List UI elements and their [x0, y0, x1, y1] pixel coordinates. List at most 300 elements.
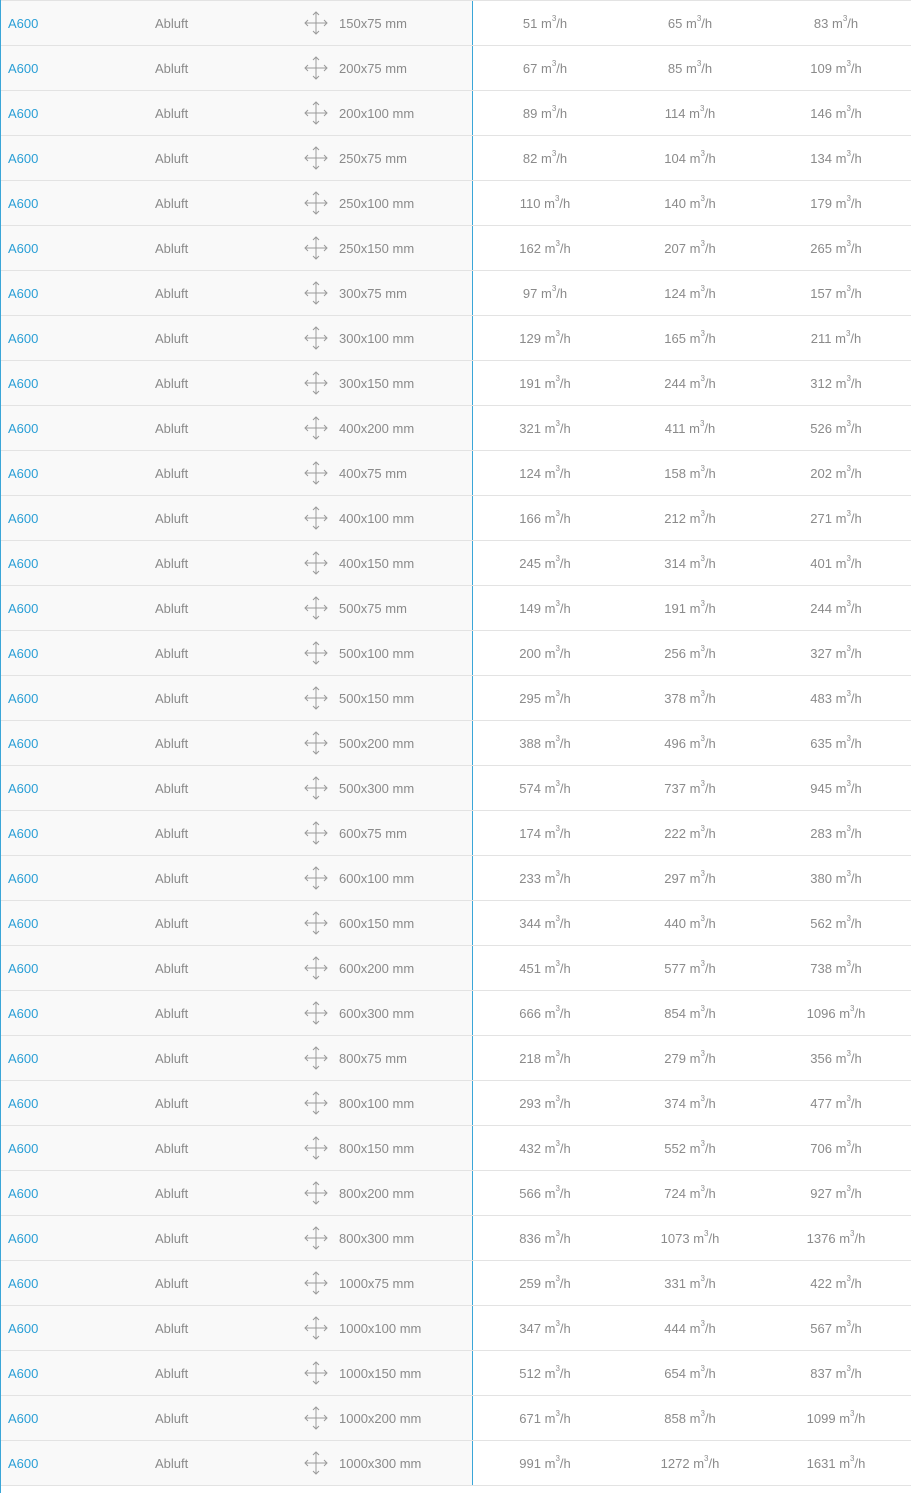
row-flow-section — [473, 316, 911, 360]
arrows-move-icon — [303, 1360, 329, 1386]
arrows-move-icon — [303, 910, 329, 936]
flow-value-3: 271 $m^3/h$ — [810, 509, 862, 526]
unit-label: $m^3/h$ — [689, 644, 716, 661]
dimension-label: 250x75 mm — [339, 150, 407, 166]
model-link[interactable]: A600 — [8, 915, 39, 931]
model-link[interactable]: A600 — [8, 150, 39, 166]
flow-value-1: 166 $m^3/h$ — [519, 509, 571, 526]
row-spec-section — [1, 271, 473, 315]
table-row — [1, 540, 911, 585]
row-flow-section — [473, 1171, 911, 1215]
flow-value-3: 927 $m^3/h$ — [810, 1184, 862, 1201]
dimension-cell — [303, 91, 414, 135]
table-row — [1, 180, 911, 225]
flow-value-2: 440 $m^3/h$ — [664, 914, 716, 931]
dimension-cell — [303, 856, 414, 900]
model-link[interactable]: A600 — [8, 600, 39, 616]
dimension-cell — [303, 181, 414, 225]
row-spec-section — [1, 496, 473, 540]
dimension-label: 500x300 mm — [339, 780, 415, 796]
flow-value-1: 200 $m^3/h$ — [519, 644, 571, 661]
dimension-cell — [303, 1351, 421, 1395]
row-flow-section — [473, 1126, 911, 1170]
flow-value-2: 724 $m^3/h$ — [664, 1184, 716, 1201]
airflow-type: Abluft — [155, 15, 189, 31]
model-link[interactable]: A600 — [8, 240, 39, 256]
dimension-cell — [303, 1306, 421, 1350]
table-row — [1, 1440, 911, 1486]
flow-value-2: 158 $m^3/h$ — [664, 464, 716, 481]
model-link[interactable]: A600 — [8, 960, 39, 976]
unit-label: $m^3/h$ — [540, 59, 568, 76]
dimension-label: 1000x150 mm — [339, 1365, 422, 1381]
row-spec-section — [1, 811, 473, 855]
model-link[interactable]: A600 — [8, 1185, 39, 1201]
unit-label: $m^3/h$ — [835, 1274, 862, 1291]
unit-label: $m^3/h$ — [544, 1319, 571, 1336]
unit-label: $m^3/h$ — [689, 914, 716, 931]
model-link[interactable]: A600 — [8, 105, 39, 121]
model-link[interactable]: A600 — [8, 510, 39, 526]
table-row — [1, 450, 911, 495]
dimension-label: 500x100 mm — [339, 645, 415, 661]
row-spec-section — [1, 541, 473, 585]
airflow-type: Abluft — [155, 150, 189, 166]
row-flow-section — [473, 676, 911, 720]
flow-value-3: 327 $m^3/h$ — [810, 644, 862, 661]
flow-value-2: 314 $m^3/h$ — [664, 554, 716, 571]
flow-value-3: 422 $m^3/h$ — [810, 1274, 862, 1291]
table-row — [1, 585, 911, 630]
unit-label: $m^3/h$ — [544, 419, 571, 436]
model-link[interactable]: A600 — [8, 870, 39, 886]
unit-label: $m^3/h$ — [689, 149, 716, 166]
unit-label: $m^3/h$ — [839, 1409, 866, 1426]
row-spec-section — [1, 361, 473, 405]
airflow-type: Abluft — [155, 825, 189, 841]
flow-value-1: 245 $m^3/h$ — [519, 554, 571, 571]
arrows-move-icon — [303, 1405, 329, 1431]
row-spec-section — [1, 946, 473, 990]
flow-value-2: 124 $m^3/h$ — [664, 284, 716, 301]
dimension-cell — [303, 361, 414, 405]
flow-value-3: 109 $m^3/h$ — [810, 59, 862, 76]
flow-value-2: 140 $m^3/h$ — [664, 194, 716, 211]
arrows-move-icon — [303, 505, 329, 531]
unit-label: $m^3/h$ — [831, 14, 859, 31]
dimension-label: 400x75 mm — [339, 465, 407, 481]
airflow-type: Abluft — [155, 240, 189, 256]
flow-value-3: 244 $m^3/h$ — [810, 599, 862, 616]
unit-label: $m^3/h$ — [689, 689, 716, 706]
arrows-move-icon — [303, 460, 329, 486]
dimension-cell — [303, 1171, 414, 1215]
row-spec-section — [1, 46, 473, 90]
arrows-move-icon — [303, 685, 329, 711]
airflow-type: Abluft — [155, 960, 189, 976]
row-flow-section — [473, 1036, 911, 1080]
unit-label: $m^3/h$ — [689, 1364, 716, 1381]
model-link[interactable]: A600 — [8, 15, 39, 31]
unit-label: $m^3/h$ — [835, 104, 862, 121]
flow-value-3: 1376 $m^3/h$ — [806, 1229, 866, 1246]
row-flow-section — [473, 361, 911, 405]
flow-value-2: 444 $m^3/h$ — [664, 1319, 716, 1336]
dimension-label: 1000x200 mm — [339, 1410, 422, 1426]
flow-value-2: 212 $m^3/h$ — [664, 509, 716, 526]
dimension-cell — [303, 1441, 421, 1485]
unit-label: $m^3/h$ — [689, 1409, 716, 1426]
airflow-type: Abluft — [155, 915, 189, 931]
arrows-move-icon — [303, 55, 329, 81]
unit-label: $m^3/h$ — [839, 1229, 866, 1246]
unit-label: $m^3/h$ — [689, 1274, 716, 1291]
unit-label: $m^3/h$ — [544, 464, 571, 481]
arrows-move-icon — [303, 370, 329, 396]
row-spec-section — [1, 1036, 473, 1080]
row-flow-section — [473, 271, 911, 315]
airflow-type: Abluft — [155, 60, 189, 76]
airflow-type: Abluft — [155, 420, 189, 436]
flow-value-1: 512 $m^3/h$ — [519, 1364, 571, 1381]
unit-label: $m^3/h$ — [835, 914, 862, 931]
unit-label: $m^3/h$ — [689, 284, 716, 301]
dimension-label: 600x100 mm — [339, 870, 415, 886]
table-row — [1, 405, 911, 450]
dimension-cell — [303, 1036, 407, 1080]
airflow-type: Abluft — [155, 780, 189, 796]
flow-value-1: 149 $m^3/h$ — [519, 599, 571, 616]
row-spec-section — [1, 1126, 473, 1170]
row-flow-section — [473, 181, 911, 225]
flow-value-2: 552 $m^3/h$ — [664, 1139, 716, 1156]
table-row — [1, 45, 911, 90]
flow-value-3: 945 $m^3/h$ — [810, 779, 862, 796]
table-row — [1, 855, 911, 900]
arrows-move-icon — [303, 640, 329, 666]
flow-value-2: 496 $m^3/h$ — [664, 734, 716, 751]
row-flow-section — [473, 811, 911, 855]
row-spec-section — [1, 901, 473, 945]
unit-label: $m^3/h$ — [540, 104, 568, 121]
row-flow-section — [473, 766, 911, 810]
unit-label: $m^3/h$ — [544, 914, 571, 931]
table-row — [1, 1080, 911, 1125]
flow-value-3: 179 $m^3/h$ — [810, 194, 862, 211]
model-link[interactable]: A600 — [8, 825, 39, 841]
dimension-cell — [303, 586, 407, 630]
unit-label: $m^3/h$ — [689, 1094, 716, 1111]
arrows-move-icon — [303, 595, 329, 621]
row-flow-section — [473, 586, 911, 630]
row-spec-section — [1, 1306, 473, 1350]
unit-label: $m^3/h$ — [835, 239, 862, 256]
row-spec-section — [1, 406, 473, 450]
model-link[interactable]: A600 — [8, 690, 39, 706]
arrows-move-icon — [303, 1090, 329, 1116]
model-link[interactable]: A600 — [8, 420, 39, 436]
row-spec-section — [1, 91, 473, 135]
unit-label: $m^3/h$ — [544, 599, 571, 616]
flow-value-2: 85 $m^3/h$ — [667, 59, 713, 76]
model-link[interactable]: A600 — [8, 1410, 39, 1426]
flow-value-1: 566 $m^3/h$ — [519, 1184, 571, 1201]
dimension-cell — [303, 406, 414, 450]
arrows-move-icon — [303, 1000, 329, 1026]
unit-label: $m^3/h$ — [689, 734, 716, 751]
row-spec-section — [1, 856, 473, 900]
flow-value-1: 218 $m^3/h$ — [519, 1049, 571, 1066]
flow-value-3: 567 $m^3/h$ — [810, 1319, 862, 1336]
dimension-label: 250x150 mm — [339, 240, 415, 256]
row-flow-section — [473, 496, 911, 540]
dimension-cell — [303, 46, 407, 90]
arrows-move-icon — [303, 865, 329, 891]
dimension-cell — [303, 766, 414, 810]
airflow-type: Abluft — [155, 105, 189, 121]
row-flow-section — [473, 856, 911, 900]
flow-value-2: 244 $m^3/h$ — [664, 374, 716, 391]
row-spec-section — [1, 1216, 473, 1260]
row-spec-section — [1, 1351, 473, 1395]
dimension-label: 300x100 mm — [339, 330, 415, 346]
row-flow-section — [473, 136, 911, 180]
flow-value-3: 738 $m^3/h$ — [810, 959, 862, 976]
table-row — [1, 630, 911, 675]
flow-value-2: 114 $m^3/h$ — [664, 104, 716, 121]
unit-label: $m^3/h$ — [689, 194, 716, 211]
dimension-cell — [303, 721, 414, 765]
unit-label: $m^3/h$ — [835, 599, 862, 616]
row-flow-section — [473, 46, 911, 90]
flow-value-1: 174 $m^3/h$ — [519, 824, 571, 841]
airflow-type: Abluft — [155, 1050, 189, 1066]
dimension-label: 500x150 mm — [339, 690, 415, 706]
model-link[interactable]: A600 — [8, 780, 39, 796]
model-link[interactable]: A600 — [8, 195, 39, 211]
flow-value-3: 83 $m^3/h$ — [813, 14, 859, 31]
model-link[interactable]: A600 — [8, 1365, 39, 1381]
table-row — [1, 90, 911, 135]
arrows-move-icon — [303, 145, 329, 171]
model-link[interactable]: A600 — [8, 1275, 39, 1291]
unit-label: $m^3/h$ — [544, 1184, 571, 1201]
table-row — [1, 765, 911, 810]
flow-value-1: 347 $m^3/h$ — [519, 1319, 571, 1336]
dimension-cell — [303, 451, 407, 495]
flow-value-1: 293 $m^3/h$ — [519, 1094, 571, 1111]
row-flow-section — [473, 721, 911, 765]
flow-value-3: 483 $m^3/h$ — [810, 689, 862, 706]
airflow-type: Abluft — [155, 870, 189, 886]
flow-value-1: 836 $m^3/h$ — [519, 1229, 571, 1246]
table-row — [1, 135, 911, 180]
flow-value-1: 574 $m^3/h$ — [519, 779, 571, 796]
arrows-move-icon — [303, 10, 329, 36]
airflow-type: Abluft — [155, 375, 189, 391]
dimension-cell — [303, 901, 414, 945]
model-link[interactable]: A600 — [8, 645, 39, 661]
flow-value-1: 97 $m^3/h$ — [522, 284, 568, 301]
dimension-label: 600x75 mm — [339, 825, 407, 841]
model-link[interactable]: A600 — [8, 1320, 39, 1336]
dimension-label: 800x150 mm — [339, 1140, 415, 1156]
flow-value-2: 1073 $m^3/h$ — [660, 1229, 720, 1246]
flow-value-2: 222 $m^3/h$ — [664, 824, 716, 841]
flow-value-2: 374 $m^3/h$ — [664, 1094, 716, 1111]
row-flow-section — [473, 1441, 911, 1485]
row-spec-section — [1, 316, 473, 360]
row-flow-section — [473, 1081, 911, 1125]
row-flow-section — [473, 451, 911, 495]
dimension-label: 400x100 mm — [339, 510, 415, 526]
row-spec-section — [1, 1441, 473, 1485]
unit-label: $m^3/h$ — [689, 239, 716, 256]
flow-value-3: 562 $m^3/h$ — [810, 914, 862, 931]
flow-value-1: 82 $m^3/h$ — [522, 149, 568, 166]
flow-value-3: 146 $m^3/h$ — [810, 104, 862, 121]
flow-value-1: 259 $m^3/h$ — [519, 1274, 571, 1291]
dimension-cell — [303, 1081, 414, 1125]
unit-label: $m^3/h$ — [544, 1274, 571, 1291]
unit-label: $m^3/h$ — [689, 869, 716, 886]
unit-label: $m^3/h$ — [835, 734, 862, 751]
unit-label: $m^3/h$ — [544, 869, 571, 886]
airflow-type: Abluft — [155, 735, 189, 751]
unit-label: $m^3/h$ — [689, 329, 716, 346]
unit-label: $m^3/h$ — [544, 644, 571, 661]
model-link[interactable]: A600 — [8, 1095, 39, 1111]
unit-label: $m^3/h$ — [689, 374, 716, 391]
unit-label: $m^3/h$ — [685, 14, 713, 31]
airflow-type: Abluft — [155, 1365, 189, 1381]
flow-value-1: 51 $m^3/h$ — [522, 14, 568, 31]
dimension-cell — [303, 631, 414, 675]
unit-label: $m^3/h$ — [544, 779, 571, 796]
row-spec-section — [1, 1081, 473, 1125]
dimension-cell — [303, 676, 414, 720]
flow-value-2: 654 $m^3/h$ — [664, 1364, 716, 1381]
dimension-label: 1000x300 mm — [339, 1455, 422, 1471]
flow-value-1: 67 $m^3/h$ — [522, 59, 568, 76]
table-row — [1, 1215, 911, 1260]
airflow-type: Abluft — [155, 690, 189, 706]
flow-value-2: 65 $m^3/h$ — [667, 14, 713, 31]
row-spec-section — [1, 181, 473, 225]
flow-value-1: 321 $m^3/h$ — [519, 419, 571, 436]
flow-value-2: 737 $m^3/h$ — [664, 779, 716, 796]
flow-value-3: 202 $m^3/h$ — [810, 464, 862, 481]
unit-label: $m^3/h$ — [835, 689, 862, 706]
unit-label: $m^3/h$ — [544, 824, 571, 841]
unit-label: $m^3/h$ — [835, 824, 862, 841]
flow-value-3: 477 $m^3/h$ — [810, 1094, 862, 1111]
table-row — [1, 315, 911, 360]
model-link[interactable]: A600 — [8, 375, 39, 391]
dimension-label: 300x150 mm — [339, 375, 415, 391]
arrows-move-icon — [303, 235, 329, 261]
unit-label: $m^3/h$ — [544, 239, 571, 256]
dimension-cell — [303, 541, 414, 585]
model-link[interactable]: A600 — [8, 465, 39, 481]
unit-label: $m^3/h$ — [835, 374, 862, 391]
unit-label: $m^3/h$ — [835, 464, 862, 481]
row-spec-section — [1, 676, 473, 720]
dimension-label: 300x75 mm — [339, 285, 407, 301]
flow-value-2: 279 $m^3/h$ — [664, 1049, 716, 1066]
unit-label: $m^3/h$ — [544, 509, 571, 526]
model-link[interactable]: A600 — [8, 555, 39, 571]
arrows-move-icon — [303, 1180, 329, 1206]
flow-value-3: 706 $m^3/h$ — [810, 1139, 862, 1156]
unit-label: $m^3/h$ — [544, 1364, 571, 1381]
row-spec-section — [1, 1396, 473, 1440]
flow-value-2: 411 $m^3/h$ — [664, 419, 716, 436]
dimension-label: 1000x75 mm — [339, 1275, 415, 1291]
table-row — [1, 225, 911, 270]
row-spec-section — [1, 1261, 473, 1305]
dimension-label: 600x200 mm — [339, 960, 415, 976]
row-spec-section — [1, 721, 473, 765]
model-link[interactable]: A600 — [8, 285, 39, 301]
unit-label: $m^3/h$ — [693, 1229, 720, 1246]
model-link[interactable]: A600 — [8, 1455, 39, 1471]
arrows-move-icon — [303, 190, 329, 216]
flow-value-3: 1096 $m^3/h$ — [806, 1004, 866, 1021]
flow-value-2: 191 $m^3/h$ — [664, 599, 716, 616]
row-spec-section — [1, 991, 473, 1035]
unit-label: $m^3/h$ — [544, 194, 571, 211]
airflow-type: Abluft — [155, 1185, 189, 1201]
row-spec-section — [1, 1171, 473, 1215]
airflow-type: Abluft — [155, 555, 189, 571]
model-link[interactable]: A600 — [8, 735, 39, 751]
flow-value-1: 89 $m^3/h$ — [522, 104, 568, 121]
flow-value-3: 401 $m^3/h$ — [810, 554, 862, 571]
dimension-label: 800x100 mm — [339, 1095, 415, 1111]
row-flow-section — [473, 541, 911, 585]
unit-label: $m^3/h$ — [544, 689, 571, 706]
unit-label: $m^3/h$ — [839, 1004, 866, 1021]
flow-value-2: 207 $m^3/h$ — [664, 239, 716, 256]
airflow-type: Abluft — [155, 1455, 189, 1471]
model-link[interactable]: A600 — [8, 330, 39, 346]
arrows-move-icon — [303, 1045, 329, 1071]
flow-value-1: 666 $m^3/h$ — [519, 1004, 571, 1021]
airflow-type: Abluft — [155, 1320, 189, 1336]
flow-value-3: 635 $m^3/h$ — [810, 734, 862, 751]
unit-label: $m^3/h$ — [685, 59, 713, 76]
flow-value-3: 837 $m^3/h$ — [810, 1364, 862, 1381]
flow-value-2: 858 $m^3/h$ — [664, 1409, 716, 1426]
flow-value-1: 388 $m^3/h$ — [519, 734, 571, 751]
dimension-cell — [303, 271, 407, 315]
model-link[interactable]: A600 — [8, 1050, 39, 1066]
flow-value-1: 671 $m^3/h$ — [519, 1409, 571, 1426]
arrows-move-icon — [303, 100, 329, 126]
dimension-cell — [303, 316, 414, 360]
model-link[interactable]: A600 — [8, 1005, 39, 1021]
model-link[interactable]: A600 — [8, 1230, 39, 1246]
unit-label: $m^3/h$ — [544, 1409, 571, 1426]
unit-label: $m^3/h$ — [544, 1454, 571, 1471]
flow-value-2: 331 $m^3/h$ — [664, 1274, 716, 1291]
unit-label: $m^3/h$ — [544, 959, 571, 976]
unit-label: $m^3/h$ — [689, 1184, 716, 1201]
model-link[interactable]: A600 — [8, 60, 39, 76]
model-link[interactable]: A600 — [8, 1140, 39, 1156]
table-row — [1, 1170, 911, 1215]
